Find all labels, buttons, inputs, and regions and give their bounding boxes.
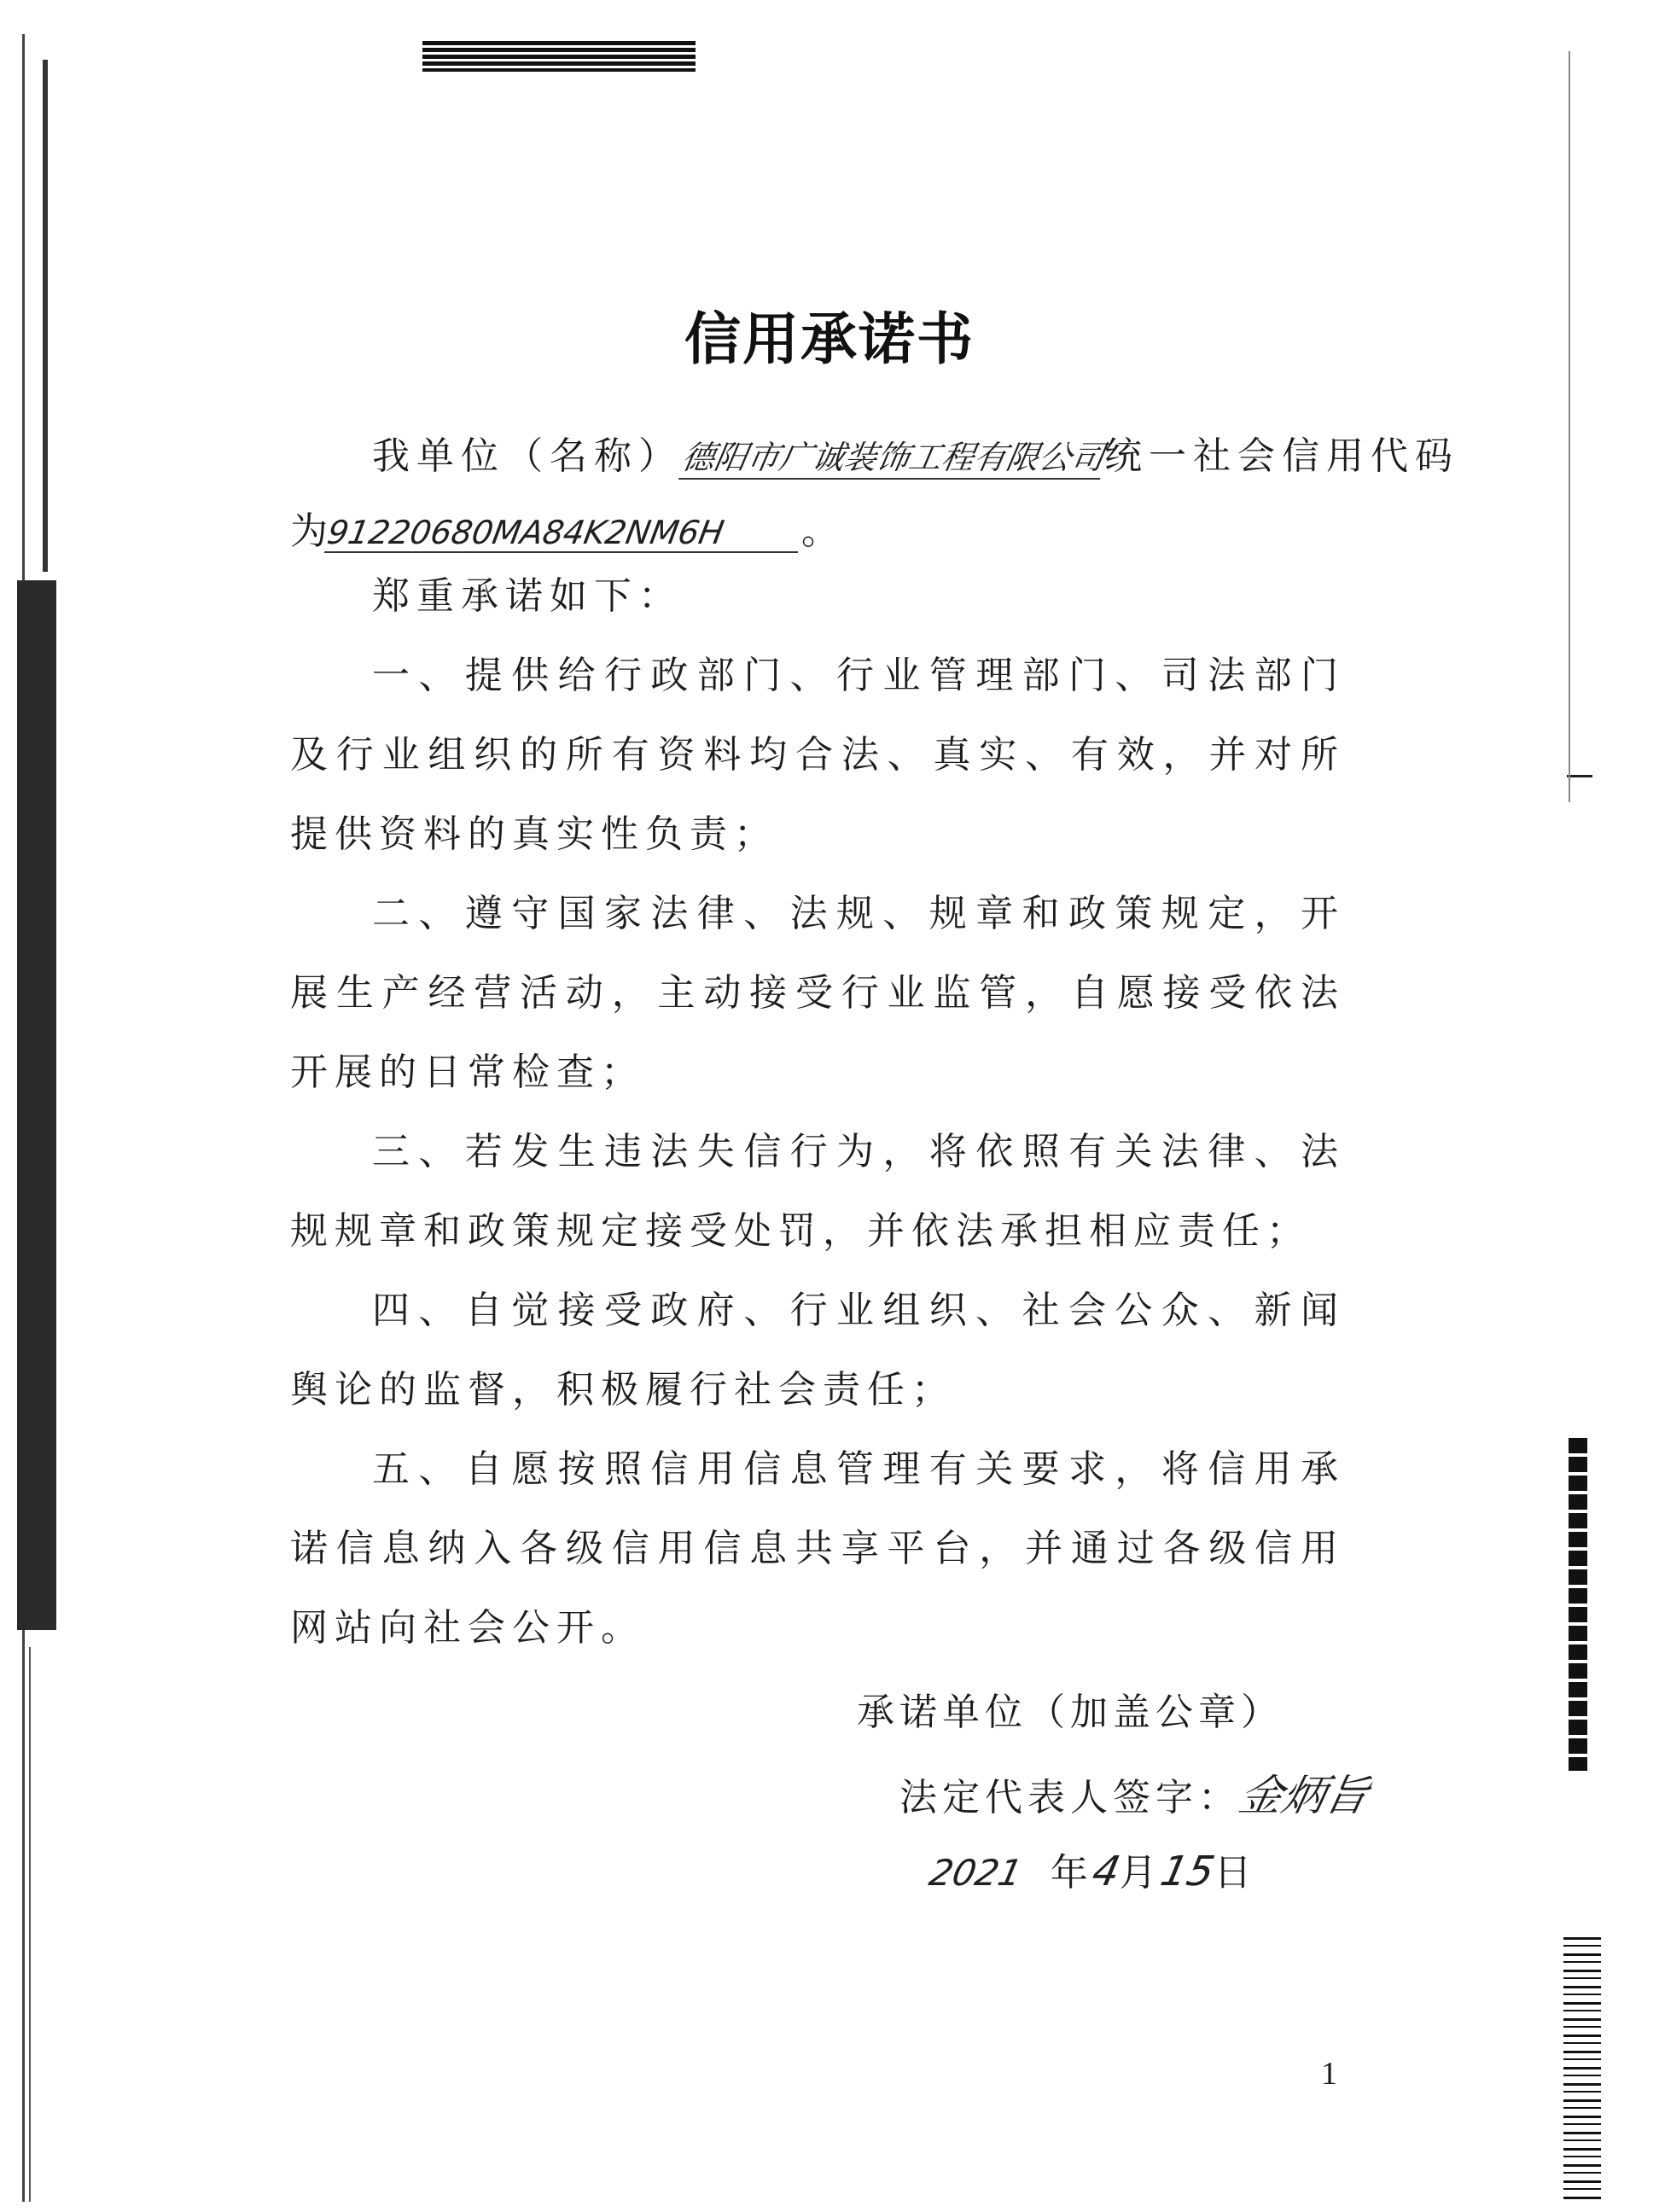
document-title: 信用承诺书	[684, 306, 975, 373]
rep-signature-handwritten: 金炳旨	[1234, 1771, 1374, 1820]
signature-representative	[899, 1761, 1374, 1823]
pledge-intro: 郑重承诺如下：	[372, 574, 683, 618]
date-day-handwritten: 15	[1156, 1848, 1220, 1895]
year-label: 年	[1050, 1851, 1093, 1895]
page-number: 1	[1321, 2056, 1337, 2092]
scan-artifact-left-line-3	[29, 1647, 31, 2202]
intro-suffix: 统一社会信用代码	[1104, 434, 1460, 478]
date-year-handwritten: 2021	[925, 1852, 1027, 1894]
unit-label: 承诺单位（加盖公章）	[857, 1691, 1284, 1734]
intro-line	[372, 425, 1459, 480]
scan-artifact-right-strip-2	[1563, 1937, 1601, 2202]
scan-artifact-top	[422, 41, 696, 72]
rep-label: 法定代表人签字：	[899, 1776, 1241, 1819]
clause-1: 一、提供给行政部门、行业管理部门、司法部门及行业组织的所有资料均合法、真实、有效，并对所提供资料的真实性负责；	[290, 654, 1345, 856]
intro-prefix: 我单位（名称）	[372, 434, 683, 478]
signature-unit	[857, 1681, 1284, 1736]
company-name-handwritten: 德阳市广诚装饰工程有限公司	[678, 431, 1109, 480]
day-label: 日	[1214, 1851, 1257, 1895]
pledge-body	[290, 556, 1345, 1668]
clause-5: 五、自愿按照信用信息管理有关要求，将信用承诺信息纳入各级信用信息共享平台，并通过各级信用网站向社会公开。	[290, 1447, 1345, 1650]
code-suffix: 。	[801, 509, 839, 553]
signature-date	[925, 1842, 1257, 1896]
scan-artifact-right-line	[1569, 51, 1570, 802]
credit-code-handwritten: 91220680MA84K2NM6H	[324, 514, 805, 553]
credit-code-line	[290, 500, 839, 555]
scan-artifact-left-bar	[17, 580, 56, 1630]
scan-artifact-right-strip	[1569, 1438, 1587, 1771]
scan-artifact-right-tick	[1567, 775, 1592, 777]
date-month-handwritten: 4	[1087, 1848, 1125, 1895]
clause-3: 三、若发生违法失信行为，将依照有关法律、法规规章和政策规定接受处罚，并依法承担相应责任；	[290, 1130, 1345, 1253]
month-label: 月	[1119, 1851, 1162, 1895]
code-prefix: 为	[290, 509, 328, 553]
clause-2: 二、遵守国家法律、法规、规章和政策规定，开展生产经营活动，主动接受行业监管，自愿接受依法开展的日常检查；	[290, 892, 1345, 1094]
clause-4: 四、自觉接受政府、行业组织、社会公众、新闻舆论的监督，积极履行社会责任；	[290, 1289, 1345, 1412]
